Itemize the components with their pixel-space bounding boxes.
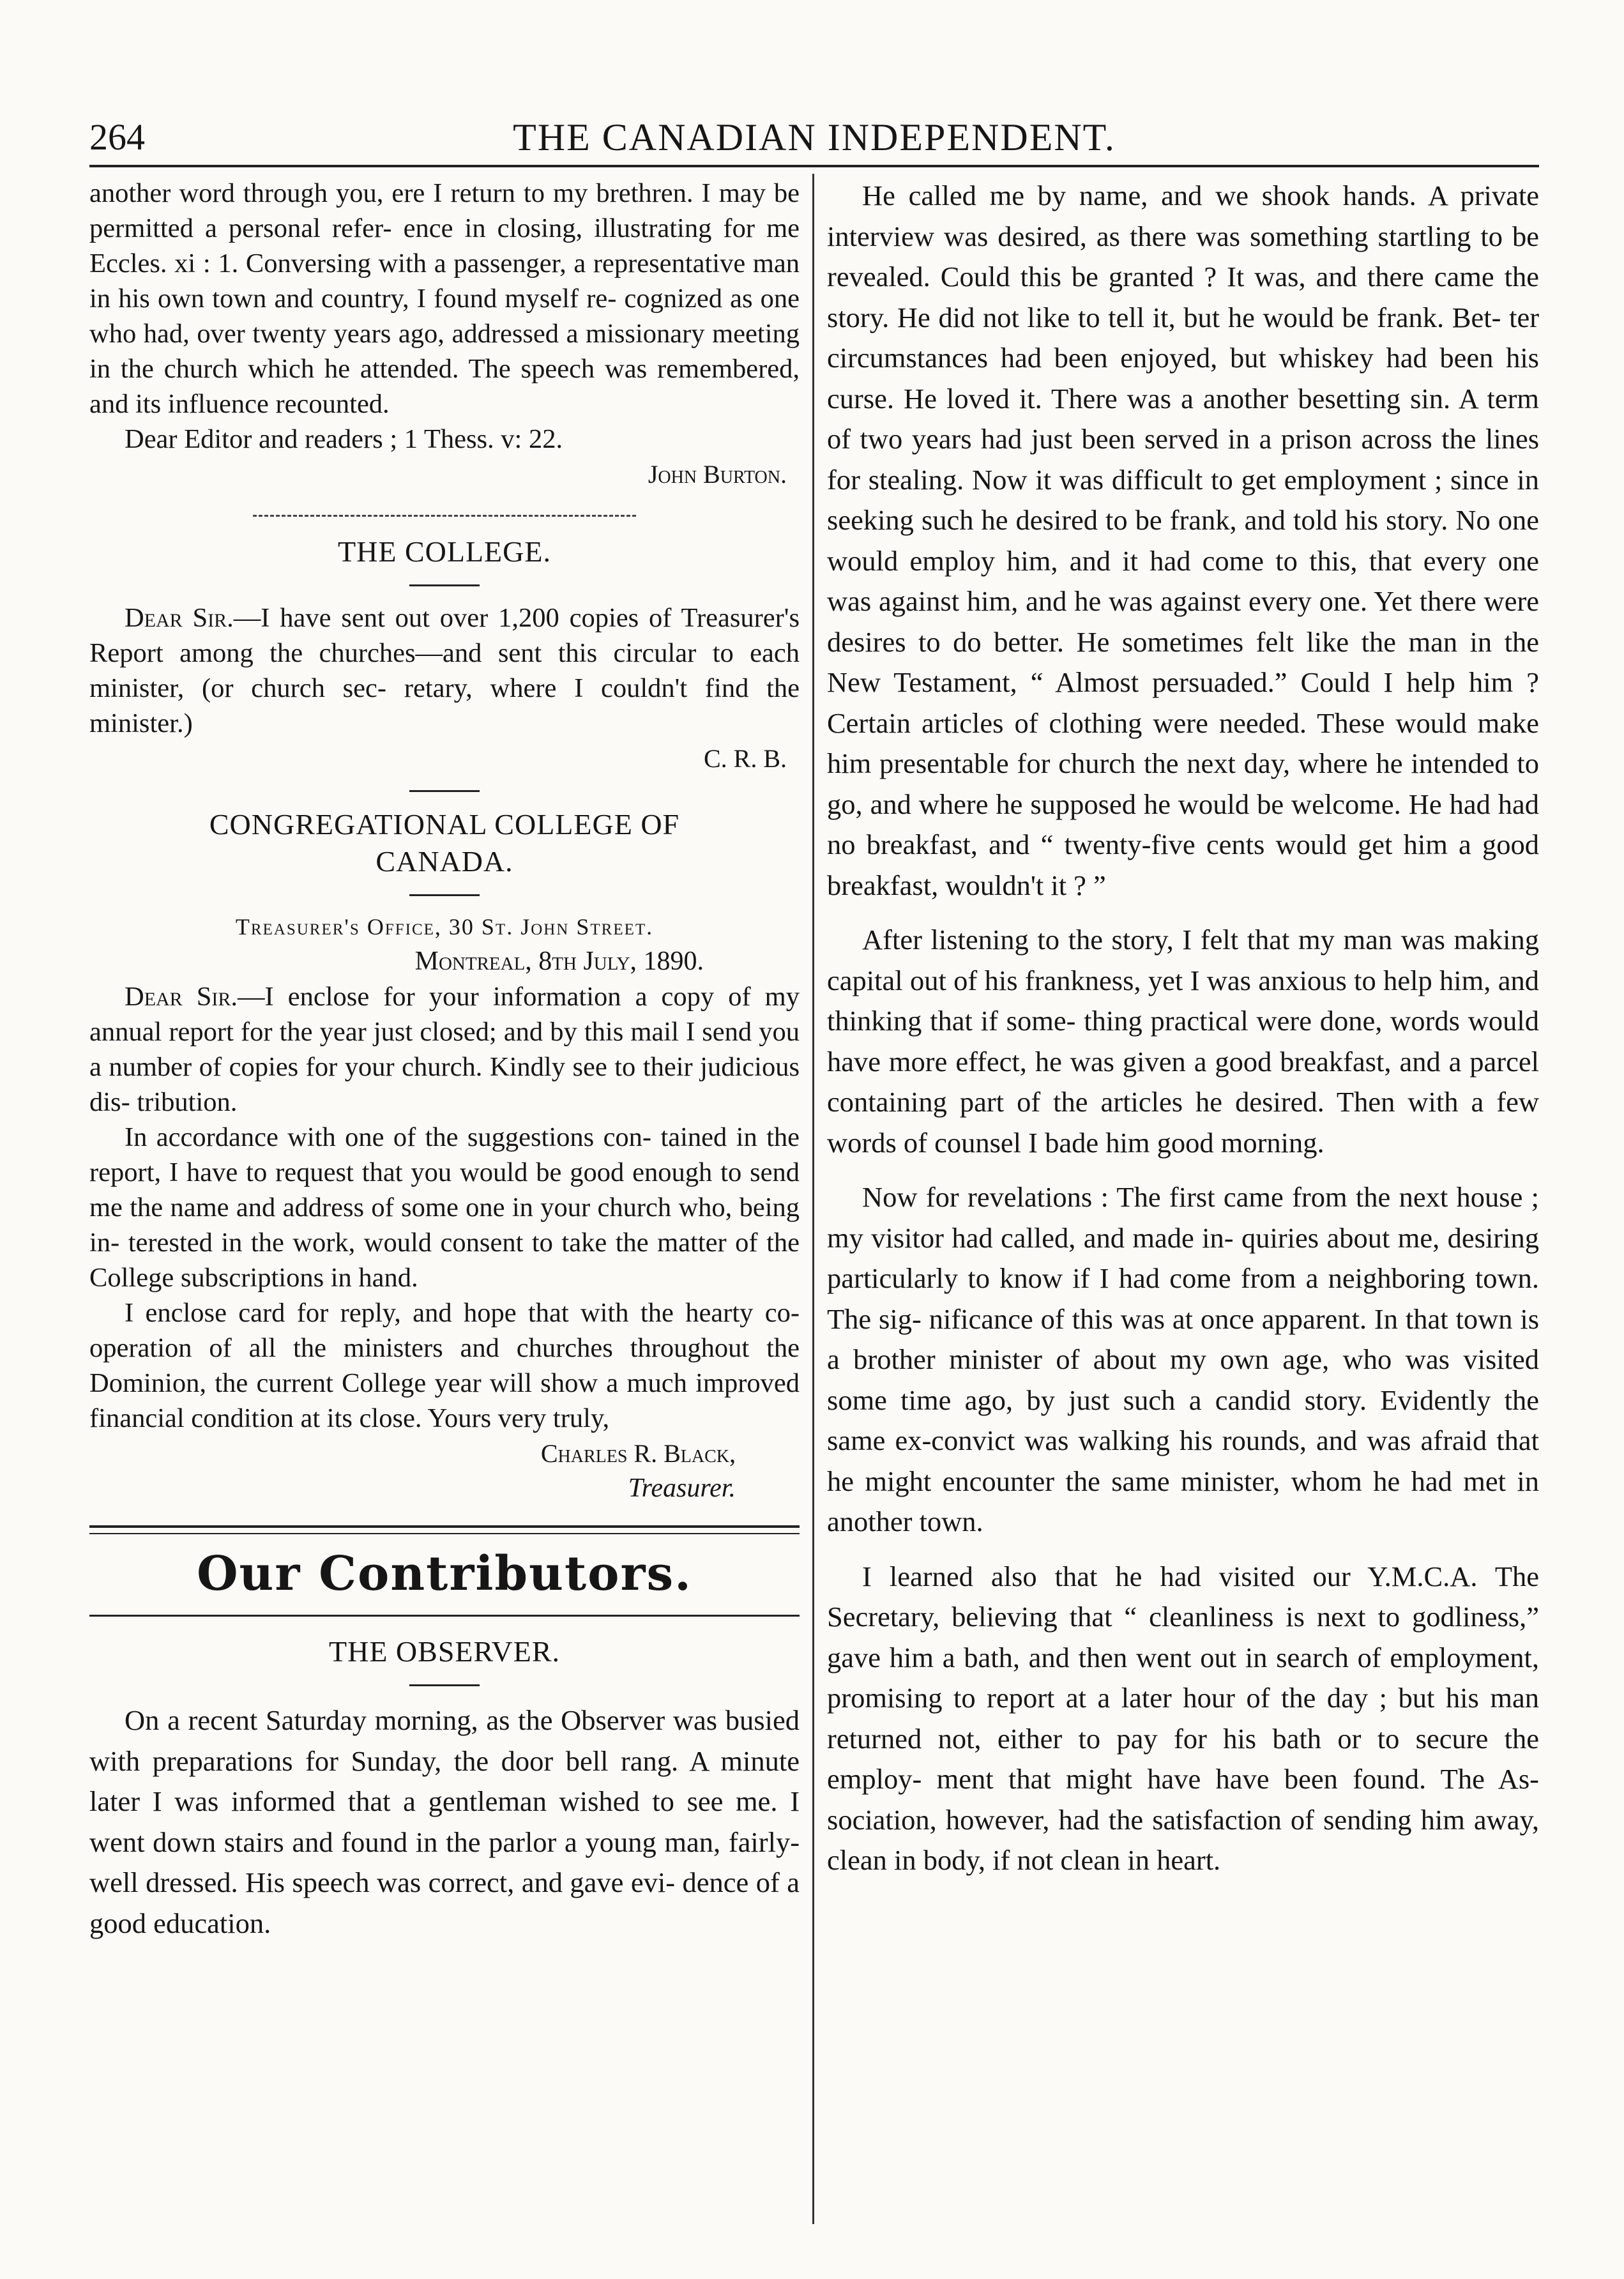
text-line: either to pay for his bath or to secure the employ- [827, 1722, 1539, 1795]
page-header [89, 115, 1539, 160]
text-line: in his own town and country, I found myself re- [89, 284, 617, 314]
text-line: were needed. These would make him presentable [827, 706, 1539, 779]
salutation: Dear Sir. [125, 603, 234, 633]
text-line: dence of a good education. [89, 1866, 800, 1939]
short-rule [409, 584, 480, 586]
text-line: I had come from a neighboring town. The sig- [827, 1262, 1539, 1335]
contributors-heading: Our Contributors. [197, 1546, 692, 1601]
text-line: ment that might have have been found. The As- [936, 1763, 1540, 1795]
column-divider [812, 174, 814, 2224]
right-column [827, 176, 1539, 1881]
text-line: thing practical were done, words would have more [827, 1005, 1540, 1078]
text-line: sociation, however, had the satisfaction of sending [827, 1803, 1412, 1836]
text-line: man in the New Testament, “ Almost persuaded.” [827, 625, 1539, 698]
text-line: just been served in a prison across the lines for [827, 423, 1540, 496]
burton-letter [89, 176, 800, 422]
text-line: stealing. Now it was difficult to get employment ; [868, 463, 1443, 496]
text-line: I enclose card for reply, and hope that with the [125, 1298, 674, 1328]
college-note [89, 600, 800, 741]
text-line: another besetting sin. A term of two years had [827, 382, 1540, 455]
text-line: tribution. [137, 1087, 238, 1117]
text-line: of Treasurer's Report among the churches—and [89, 603, 800, 668]
text-line: retary, where I couldn't find the minister.) [89, 673, 800, 738]
text-line: address of some one in your church who, being in- [89, 1193, 800, 1258]
congregational-p3 [89, 1295, 800, 1436]
text-line: containing part of the articles he desired. Then [827, 1086, 1395, 1118]
text-line: ence in closing, illustrating for me Eccles. xi : 1. [89, 213, 800, 278]
text-line: next house ; my visitor had called, and made in- [827, 1181, 1539, 1254]
text-line: desires to do better. He sometimes felt like the [827, 625, 1396, 658]
text-line: something startling to be revealed. Could this be [827, 220, 1540, 293]
college-signature: C. R. B. [703, 744, 787, 773]
text-line: quiries about me, desiring particularly to know if [827, 1221, 1539, 1294]
text-line: to godliness,” gave him a bath, and then went out [827, 1601, 1539, 1673]
header-rule [89, 165, 1539, 167]
text-line: hearty co-operation of all the ministers and [89, 1298, 800, 1363]
text-line: and he was against every one. Yet there were [1026, 585, 1540, 617]
text-line: nificance of this was at once apparent. In that [929, 1302, 1448, 1335]
text-line: He called me by name, and we shook hands. [862, 179, 1416, 211]
text-line: The Secretary, believing that “ cleanliness is next [827, 1560, 1539, 1633]
section-divider [253, 515, 636, 517]
text-line: bell rang. A minute later I was informed that a [89, 1744, 800, 1817]
observer-p4 [827, 1177, 1539, 1543]
text-line: morning. [1220, 1126, 1324, 1159]
contributors-rule [89, 1615, 800, 1617]
short-rule [409, 1684, 480, 1686]
text-line: your church. Kindly see to their judicious dis- [89, 1052, 800, 1117]
text-line: Conversing with a passenger, a representative man [245, 248, 800, 278]
text-line: ter circumstances had been enjoyed, but whiskey [827, 301, 1540, 374]
text-line: encounter the same minister, whom he had met in [942, 1465, 1540, 1497]
text-line: effect, he was given a good breakfast, and a parcel [955, 1045, 1539, 1078]
text-line: candid story. Evidently the same ex-convict was [827, 1383, 1540, 1456]
text-line: cognized as one who had, over twenty years ago, [89, 284, 800, 349]
observer-p3 [827, 920, 1539, 1163]
text-line: for church the next day, where he intended to go, [827, 747, 1540, 820]
text-line: College year will show a much improved financial [89, 1368, 800, 1433]
congregational-p2 [89, 1120, 800, 1295]
text-line: would be good enough to send me the name and [89, 1157, 800, 1223]
text-line: Now for revelations : The first came from the [862, 1181, 1391, 1213]
text-line: did not like to tell it, but he would be frank. Bet- [938, 301, 1501, 333]
text-line: had come to this, that every one was against him, [827, 544, 1540, 617]
text-line: A private interview was desired, as there was [827, 179, 1539, 252]
double-rule [89, 1533, 800, 1534]
text-line: was busied with preparations for Sunday, the door [89, 1704, 800, 1777]
observer-p5 [827, 1557, 1539, 1881]
text-line: town is a brother minister of about my own age, [827, 1302, 1540, 1375]
text-line: and its influence recounted. [89, 389, 390, 419]
text-line: tained in the report, I have to request that you [89, 1122, 800, 1187]
text-line: churches throughout the Dominion, the current [89, 1333, 800, 1398]
text-line: gentleman wished to see me. I went down stairs [89, 1785, 800, 1858]
text-line: and by this mail I send you a number of copies for [89, 1017, 800, 1082]
text-line: which he attended. The speech was remembered, [248, 354, 800, 384]
text-line: sent this circular to each minister, (or church sec- [89, 638, 800, 703]
treasurer-signature-title: Treasurer. [628, 1474, 736, 1503]
heading-line: CANADA. [376, 845, 513, 878]
left-column [89, 176, 800, 1944]
short-rule [409, 790, 480, 792]
text-line: told his story. No one would employ him, and it [827, 504, 1540, 577]
observer-p2 [827, 176, 1539, 906]
text-line: in search of employment, promising to report at a [827, 1641, 1540, 1714]
treasurer-signature-name: Charles R. Black, [540, 1439, 736, 1468]
text-line: granted ? It was, and there came the story. He [827, 261, 1540, 333]
text-line: later hour of the day ; but his man returned not, [827, 1682, 1539, 1755]
text-line: addressed a missionary meeting in the church [89, 319, 800, 384]
text-line: brethren. I may be permitted a personal refer- [89, 178, 800, 243]
congregational-heading [89, 806, 800, 880]
text-line: terested in the work, would consent to take the [128, 1228, 649, 1258]
text-line: anxious to help him, and thinking that if some- [827, 964, 1540, 1037]
text-line: —I enclose for your information a [238, 982, 648, 1012]
text-line: —I have sent out over 1,200 copies [233, 603, 639, 633]
text-line: who was visited some time ago, by just such a [827, 1343, 1539, 1416]
burton-signature: John Burton. [648, 460, 787, 489]
running-title: THE CANADIAN INDEPENDENT. [513, 116, 1116, 158]
text-line: another town. [827, 1505, 983, 1537]
text-line: and where he supposed he would be welcome. He [870, 788, 1442, 820]
text-line: matter of the College subscriptions in hand. [89, 1228, 800, 1293]
college-heading: THE COLLEGE. [338, 535, 551, 568]
text-line: On a recent Saturday morning, as the Observer [125, 1704, 665, 1736]
dateline: Montreal, 8th July, 1890. [414, 947, 704, 976]
short-rule [409, 894, 480, 896]
salutation: Dear Sir. [125, 982, 238, 1012]
text-line: copy of my annual report for the year just closed; [89, 982, 800, 1047]
text-line: dressed. His speech was correct, and gave evi- [146, 1866, 676, 1898]
text-line: Could I help him ? Certain articles of clothing [827, 666, 1539, 739]
page-number: 264 [89, 116, 145, 158]
observer-heading: THE OBSERVER. [329, 1635, 560, 1668]
heading-line: CONGREGATIONAL COLLEGE OF [209, 808, 680, 841]
text-line: In accordance with one of the suggestions con- [125, 1122, 652, 1152]
text-line: him away, clean in body, if not clean in heart. [827, 1803, 1540, 1876]
text-line: had had no breakfast, and “ twenty-five cents [827, 788, 1540, 860]
congregational-p1 [89, 979, 800, 1120]
observer-p1 [89, 1700, 800, 1944]
text-line: had been his curse. He loved it. There was a [827, 342, 1540, 415]
burton-closing: Dear Editor and readers ; 1 Thess. v: 22. [125, 424, 563, 454]
double-rule [89, 1525, 800, 1528]
text-line: another word through you, ere I return to my [89, 178, 588, 208]
text-line: would get him a good breakfast, wouldn't it ? ” [827, 828, 1539, 901]
text-line: I learned also that he had visited our Y.M.C.A. [862, 1560, 1478, 1592]
text-line: condition at its close. Yours very truly, [191, 1403, 610, 1433]
text-line: with a few words of counsel I bade him good [827, 1086, 1540, 1159]
text-line: After listening to the story, I felt that my man [862, 924, 1393, 956]
treasurer-address: Treasurer's Office, 30 St. John Street. [235, 914, 654, 940]
text-line: since in seeking such he desired to be frank, and [827, 463, 1539, 536]
text-line: was making capital out of his frankness, yet I was [827, 924, 1540, 996]
text-line: walking his rounds, and was afraid that he might [827, 1424, 1539, 1497]
text-line: and found in the parlor a young man, fairly-well [89, 1825, 800, 1898]
